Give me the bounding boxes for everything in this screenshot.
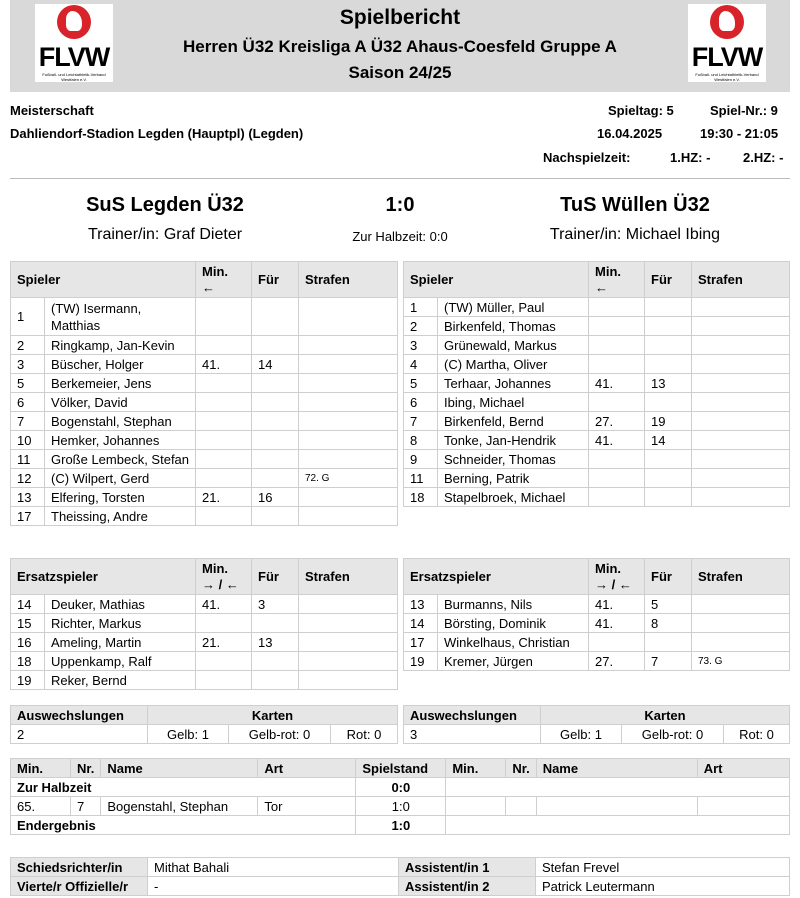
player-number: 7	[404, 412, 438, 431]
player-number: 17	[404, 633, 438, 652]
match-number: Spiel-Nr.: 9	[710, 103, 778, 118]
venue: Dahliendorf-Stadion Legden (Hauptpl) (Legden)	[10, 126, 304, 141]
player-minute	[589, 355, 645, 374]
player-header: Ersatzspieler	[11, 559, 196, 595]
player-name: Bogenstahl, Stephan	[45, 412, 196, 431]
player-for	[645, 633, 692, 652]
player-minute: 41.	[196, 595, 252, 614]
event-type: Tor	[258, 797, 356, 816]
player-minute: 41.	[589, 431, 645, 450]
player-name: Birkenfeld, Thomas	[438, 317, 589, 336]
player-for	[645, 355, 692, 374]
minute-header: Min. → / ←	[589, 559, 645, 595]
player-name: (C) Martha, Oliver	[438, 355, 589, 374]
player-name: Stapelbroek, Michael	[438, 488, 589, 507]
player-minute	[589, 336, 645, 355]
logo-text: FLVW	[691, 42, 763, 72]
player-minute: 27.	[589, 412, 645, 431]
player-for	[252, 652, 299, 671]
away-team: TuS Wüllen Ü32	[560, 194, 710, 216]
player-row	[404, 450, 790, 469]
match-events-table	[10, 758, 790, 835]
player-for	[252, 614, 299, 633]
player-for	[645, 393, 692, 412]
player-minute	[196, 336, 252, 355]
player-name: Kremer, Jürgen	[438, 652, 589, 671]
player-minute	[196, 614, 252, 633]
subs-count-header: Auswechslungen	[11, 706, 148, 725]
events-name-header: Name	[536, 759, 697, 778]
player-minute: 41.	[196, 355, 252, 374]
for-header: Für	[252, 262, 299, 298]
assistant2-name: Patrick Leutermann	[536, 877, 790, 896]
player-minute	[589, 317, 645, 336]
player-minute	[196, 374, 252, 393]
player-penalty	[692, 374, 790, 393]
player-name: Hemker, Johannes	[45, 431, 196, 450]
player-name: Theissing, Andre	[45, 507, 196, 526]
events-nr-header: Nr.	[506, 759, 536, 778]
player-penalty	[299, 488, 398, 507]
referee-name: Mithat Bahali	[148, 858, 399, 877]
player-row	[404, 393, 790, 412]
player-penalty	[692, 355, 790, 374]
player-header: Spieler	[11, 262, 196, 298]
player-number: 8	[404, 431, 438, 450]
penalties-header: Strafen	[299, 262, 398, 298]
player-for: 19	[645, 412, 692, 431]
player-number: 6	[404, 393, 438, 412]
events-type-header: Art	[697, 759, 789, 778]
events-type-header: Art	[258, 759, 356, 778]
season-title: Saison 24/25	[348, 63, 452, 82]
league-title: Herren Ü32 Kreisliga A Ü32 Ahaus-Coesfeld Gruppe A	[183, 37, 617, 56]
minute-header: Min. ←	[589, 262, 645, 298]
player-for: 14	[645, 431, 692, 450]
extra-time-first-half: 1.HZ: -	[670, 150, 711, 165]
player-number: 13	[11, 488, 45, 507]
player-penalty	[692, 336, 790, 355]
yellow-red-cards: Gelb-rot: 0	[229, 725, 331, 744]
player-row	[11, 355, 398, 374]
player-row	[404, 336, 790, 355]
fourth-official-name: -	[148, 877, 399, 896]
player-row	[404, 317, 790, 336]
player-penalty	[299, 355, 398, 374]
player-name: Ibing, Michael	[438, 393, 589, 412]
player-penalty	[299, 671, 398, 690]
player-row	[404, 652, 790, 671]
player-for: 13	[252, 633, 299, 652]
player-minute	[589, 633, 645, 652]
halftime-score: Zur Halbzeit: 0:0	[352, 229, 448, 244]
player-minute	[196, 652, 252, 671]
player-name: Birkenfeld, Bernd	[438, 412, 589, 431]
player-name: Elfering, Torsten	[45, 488, 196, 507]
player-for	[252, 507, 299, 526]
player-penalty	[692, 595, 790, 614]
player-minute	[196, 431, 252, 450]
player-for: 3	[252, 595, 299, 614]
player-penalty	[299, 507, 398, 526]
player-penalty: 72. G	[299, 469, 398, 488]
player-row	[404, 298, 790, 317]
extra-time-second-half: 2.HZ: -	[743, 150, 784, 165]
player-name: (TW) Müller, Paul	[438, 298, 589, 317]
player-name: Schneider, Thomas	[438, 450, 589, 469]
logo-subtitle: Fußball- und Leichtathletik-Verband Westfalen e.V.	[695, 72, 759, 82]
player-row	[11, 374, 398, 393]
penalties-header: Strafen	[299, 559, 398, 595]
player-row	[11, 450, 398, 469]
final-row-label: Endergebnis	[11, 816, 356, 835]
player-number: 2	[11, 336, 45, 355]
player-row	[11, 336, 398, 355]
player-penalty	[692, 614, 790, 633]
away-lineup-table	[403, 261, 790, 507]
player-penalty	[692, 469, 790, 488]
horse-emblem-icon	[710, 5, 744, 39]
player-number: 1	[11, 298, 45, 336]
events-min-header: Min.	[11, 759, 71, 778]
player-row	[404, 355, 790, 374]
player-number: 16	[11, 633, 45, 652]
player-header: Ersatzspieler	[404, 559, 589, 595]
player-row	[11, 652, 398, 671]
report-header	[10, 0, 790, 92]
yellow-cards: Gelb: 1	[148, 725, 229, 744]
player-penalty: 73. G	[692, 652, 790, 671]
player-penalty	[299, 595, 398, 614]
player-name: (C) Wilpert, Gerd	[45, 469, 196, 488]
away-coach: Trainer/in: Michael Ibing	[549, 226, 721, 243]
player-name: Berkemeier, Jens	[45, 374, 196, 393]
player-minute	[589, 393, 645, 412]
logo-subtitle: Fußball- und Leichtathletik-Verband Westfalen e.V.	[42, 72, 106, 82]
player-number: 5	[404, 374, 438, 393]
player-for	[645, 336, 692, 355]
player-number: 14	[11, 595, 45, 614]
player-number: 9	[404, 450, 438, 469]
player-number: 15	[11, 614, 45, 633]
logo-text: FLVW	[38, 42, 110, 72]
player-name: Burmanns, Nils	[438, 595, 589, 614]
cards-header: Karten	[541, 706, 790, 725]
player-for	[645, 298, 692, 317]
player-number: 19	[404, 652, 438, 671]
player-for	[252, 393, 299, 412]
extra-time-label: Nachspielzeit:	[543, 150, 631, 165]
player-for: 14	[252, 355, 299, 374]
player-row	[11, 488, 398, 507]
away-subs-table	[403, 558, 790, 671]
player-number: 6	[11, 393, 45, 412]
player-name: Winkelhaus, Christian	[438, 633, 589, 652]
player-minute: 41.	[589, 374, 645, 393]
home-cards-table	[10, 705, 398, 744]
halftime-row-score: 0:0	[356, 778, 446, 797]
player-minute: 21.	[196, 633, 252, 652]
subs-count: 2	[11, 725, 148, 744]
home-coach: Trainer/in: Graf Dieter	[87, 226, 243, 243]
player-name: Große Lembeck, Stefan	[45, 450, 196, 469]
player-number: 14	[404, 614, 438, 633]
player-penalty	[692, 450, 790, 469]
player-penalty	[299, 412, 398, 431]
event-nr: 7	[71, 797, 101, 816]
penalties-header: Strafen	[692, 262, 790, 298]
player-name: Tonke, Jan-Hendrik	[438, 431, 589, 450]
player-row	[404, 374, 790, 393]
player-number: 18	[11, 652, 45, 671]
penalties-header: Strafen	[692, 559, 790, 595]
player-number: 19	[11, 671, 45, 690]
assistant1-name: Stefan Frevel	[536, 858, 790, 877]
player-for	[252, 374, 299, 393]
player-number: 2	[404, 317, 438, 336]
player-name: Völker, David	[45, 393, 196, 412]
player-name: Berning, Patrik	[438, 469, 589, 488]
player-row	[11, 298, 398, 336]
final-score: 1:0	[385, 194, 415, 216]
player-for: 13	[645, 374, 692, 393]
player-number: 5	[11, 374, 45, 393]
player-penalty	[299, 614, 398, 633]
player-for	[645, 450, 692, 469]
player-for	[645, 317, 692, 336]
assistant1-label: Assistent/in 1	[399, 858, 536, 877]
player-row	[11, 469, 398, 488]
player-minute	[196, 469, 252, 488]
player-row	[11, 507, 398, 526]
player-penalty	[299, 336, 398, 355]
player-for: 8	[645, 614, 692, 633]
player-for	[252, 336, 299, 355]
player-penalty	[692, 633, 790, 652]
player-for	[645, 469, 692, 488]
player-name: Ameling, Martin	[45, 633, 196, 652]
player-number: 1	[404, 298, 438, 317]
referee-label: Schiedsrichter/in	[11, 858, 148, 877]
player-row	[404, 614, 790, 633]
officials-table	[10, 857, 790, 896]
event-minute: 65.	[11, 797, 71, 816]
player-minute	[196, 450, 252, 469]
events-nr-header: Nr.	[71, 759, 101, 778]
player-for	[252, 469, 299, 488]
player-penalty	[299, 652, 398, 671]
events-score-header: Spielstand	[356, 759, 446, 778]
subs-count: 3	[404, 725, 541, 744]
player-for: 7	[645, 652, 692, 671]
player-number: 12	[11, 469, 45, 488]
red-cards: Rot: 0	[331, 725, 398, 744]
player-penalty	[692, 431, 790, 450]
player-for	[252, 298, 299, 336]
matchday: Spieltag: 5	[608, 103, 674, 118]
player-row	[11, 412, 398, 431]
player-name: Deuker, Mathias	[45, 595, 196, 614]
player-penalty	[692, 488, 790, 507]
player-penalty	[299, 374, 398, 393]
player-row	[11, 431, 398, 450]
player-minute	[196, 671, 252, 690]
cards-header: Karten	[148, 706, 398, 725]
player-minute	[196, 412, 252, 431]
player-row	[404, 469, 790, 488]
competition: Meisterschaft	[10, 103, 94, 118]
player-row	[11, 393, 398, 412]
events-name-header: Name	[101, 759, 258, 778]
home-lineup-table	[10, 261, 398, 526]
player-number: 7	[11, 412, 45, 431]
player-minute	[589, 469, 645, 488]
for-header: Für	[645, 262, 692, 298]
player-for	[252, 431, 299, 450]
player-name: Richter, Markus	[45, 614, 196, 633]
player-name: Büscher, Holger	[45, 355, 196, 374]
for-header: Für	[252, 559, 299, 595]
player-name: Terhaar, Johannes	[438, 374, 589, 393]
player-name: (TW) Isermann, Matthias	[45, 298, 196, 336]
fourth-official-label: Vierte/r Offizielle/r	[11, 877, 148, 896]
player-penalty	[299, 633, 398, 652]
player-minute	[589, 450, 645, 469]
player-penalty	[299, 298, 398, 336]
player-name: Grünewald, Markus	[438, 336, 589, 355]
for-header: Für	[645, 559, 692, 595]
player-penalty	[692, 298, 790, 317]
player-row	[11, 614, 398, 633]
player-minute	[196, 393, 252, 412]
player-number: 3	[11, 355, 45, 374]
player-row	[11, 595, 398, 614]
red-cards: Rot: 0	[724, 725, 790, 744]
player-penalty	[692, 393, 790, 412]
player-penalty	[692, 317, 790, 336]
player-number: 11	[11, 450, 45, 469]
player-penalty	[299, 393, 398, 412]
player-for	[252, 450, 299, 469]
player-penalty	[692, 412, 790, 431]
home-subs-table	[10, 558, 398, 690]
halftime-row-label: Zur Halbzeit	[11, 778, 356, 797]
event-player: Bogenstahl, Stephan	[101, 797, 258, 816]
player-number: 13	[404, 595, 438, 614]
page-title: Spielbericht	[339, 6, 461, 29]
yellow-red-cards: Gelb-rot: 0	[622, 725, 724, 744]
player-minute: 21.	[196, 488, 252, 507]
player-minute	[196, 507, 252, 526]
player-number: 11	[404, 469, 438, 488]
home-team: SuS Legden Ü32	[86, 194, 244, 216]
minute-header: Min. ←	[196, 262, 252, 298]
player-name: Ringkamp, Jan-Kevin	[45, 336, 196, 355]
player-number: 18	[404, 488, 438, 507]
player-minute	[589, 488, 645, 507]
player-row	[11, 671, 398, 690]
player-for	[252, 671, 299, 690]
away-cards-table	[403, 705, 790, 744]
player-penalty	[299, 450, 398, 469]
assistant2-label: Assistent/in 2	[399, 877, 536, 896]
player-minute	[196, 298, 252, 336]
player-header: Spieler	[404, 262, 589, 298]
player-minute: 41.	[589, 595, 645, 614]
player-row	[404, 595, 790, 614]
player-number: 10	[11, 431, 45, 450]
player-row	[404, 431, 790, 450]
player-for	[252, 412, 299, 431]
player-minute: 41.	[589, 614, 645, 633]
player-number: 4	[404, 355, 438, 374]
subs-count-header: Auswechslungen	[404, 706, 541, 725]
divider	[10, 178, 790, 179]
player-name: Uppenkamp, Ralf	[45, 652, 196, 671]
player-name: Reker, Bernd	[45, 671, 196, 690]
player-penalty	[299, 431, 398, 450]
player-row	[404, 412, 790, 431]
yellow-cards: Gelb: 1	[541, 725, 622, 744]
player-number: 3	[404, 336, 438, 355]
events-min-header: Min.	[446, 759, 506, 778]
final-row-score: 1:0	[356, 816, 446, 835]
player-minute: 27.	[589, 652, 645, 671]
player-minute	[589, 298, 645, 317]
player-for: 5	[645, 595, 692, 614]
player-row	[404, 488, 790, 507]
minute-header: Min. → / ←	[196, 559, 252, 595]
player-name: Börsting, Dominik	[438, 614, 589, 633]
player-row	[11, 633, 398, 652]
player-for: 16	[252, 488, 299, 507]
event-score: 1:0	[356, 797, 446, 816]
player-row	[404, 633, 790, 652]
player-number: 17	[11, 507, 45, 526]
player-for	[645, 488, 692, 507]
match-date: 16.04.2025	[597, 126, 663, 141]
match-time: 19:30 - 21:05	[700, 126, 779, 141]
flvw-logo-right	[688, 4, 766, 82]
